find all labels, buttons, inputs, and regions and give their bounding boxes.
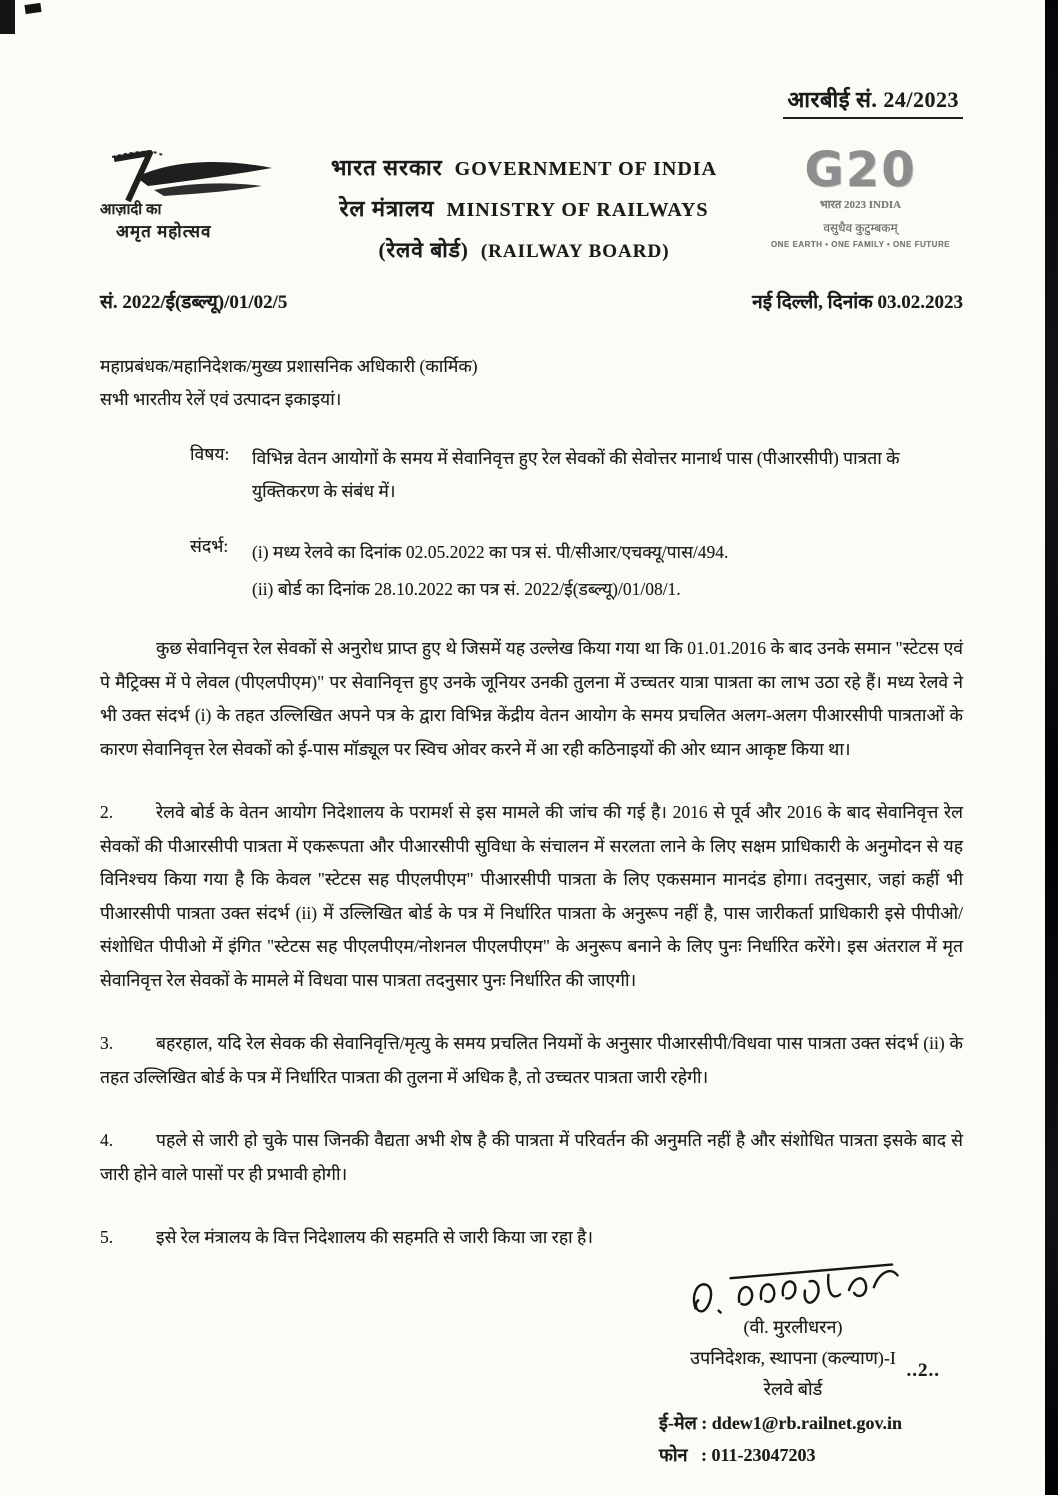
paragraph-2 bbox=[100, 796, 963, 997]
email-value: ddew1@rb.railnet.gov.in bbox=[711, 1412, 903, 1433]
heading-line-board bbox=[290, 231, 758, 272]
phone-value: : 011-23047203 bbox=[701, 1444, 816, 1465]
paragraph-2-number: 2. bbox=[100, 802, 114, 822]
paragraph-3-number: 3. bbox=[100, 1033, 114, 1053]
heading-ministry-hindi: रेल मंत्रालय bbox=[339, 196, 435, 221]
azadi-ka-amrit-mahotsav-logo bbox=[100, 145, 290, 242]
signatory-organisation: रेलवे बोर्ड bbox=[763, 1378, 823, 1399]
email-label: ई-मेल : bbox=[659, 1412, 708, 1433]
paragraph-4-number: 4. bbox=[100, 1130, 114, 1150]
paragraph-1: कुछ सेवानिवृत्त रेल सेवकों से अनुरोध प्राप्त हुए थे जिसमें यह उल्लेख किया गया था कि 01.01.2016 के बाद उनके समान "स्टेटस एवं पे मैट्रिक्स में पे लेवल (पीएलपीएम)" पर सेवानिवृत्त हुए उनके जूनियर उनकी तुलना में उच्चतर यात्रा पात्रता का लाभ उठा रहे हैं। मध्य रेलवे ने भी उक्त संदर्भ (i) के तहत उल्लिखित अपने पत्र के द्वारा विभिन्न केंद्रीय वेतन आयोग के समय प्रचलित अलग-अलग पीआरसीपी पात्रताओं के कारण सेवानिवृत्त रेल सेवकों को ई-पास मॉड्यूल पर स्विच ओवर करने में आ रही कठिनाइयों की ओर ध्यान आकृष्ट किया था। bbox=[100, 638, 963, 759]
paragraph-3-text: बहरहाल, यदि रेल सेवक की सेवानिवृत्ति/मृत्यु के समय प्रचलित नियमों के अनुसार पीआरसीपी/विधवा पास पात्रता उक्त संदर्भ (ii) के तहत उल्लिखित बोर्ड के पत्र में निर्धारित पात्रता की तुलना में अधिक है, तो उच्चतर पात्रता जारी रहेगी। bbox=[100, 1033, 963, 1087]
letterhead bbox=[100, 142, 963, 272]
g20-motto-english: ONE EARTH • ONE FAMILY • ONE FUTURE bbox=[770, 240, 951, 249]
file-number-date-row bbox=[100, 288, 963, 314]
subject-text: विभिन्न वेतन आयोगों के समय में सेवानिवृत्त हुए रेल सेवकों की सेवोत्तर मानार्थ पास (पीआरसीपी) पात्रता के युक्तिकरण के संबंध में। bbox=[252, 448, 900, 501]
azadi-logo-text-2: अमृत महोत्सव bbox=[116, 222, 212, 241]
page-number: ..2.. bbox=[906, 1360, 940, 1381]
heading-govt-english: GOVERNMENT OF INDIA bbox=[454, 158, 718, 180]
signatory-email-line bbox=[623, 1411, 963, 1435]
heading-board-english: (RAILWAY BOARD) bbox=[480, 241, 670, 262]
paragraph-5 bbox=[100, 1221, 963, 1255]
azadi-flag-icon bbox=[100, 147, 285, 205]
rbe-number-line bbox=[100, 0, 963, 119]
reference-block bbox=[190, 534, 963, 608]
place-date: नई दिल्ली, दिनांक 03.02.2023 bbox=[752, 292, 963, 313]
addressee-line-2: सभी भारतीय रेलें एवं उत्पादन इकाइयां। bbox=[100, 389, 342, 409]
reference-item-1: (i) मध्य रेलवे का दिनांक 02.05.2022 का पत्र सं. पी/सीआर/एचक्यू/पास/494. bbox=[252, 542, 729, 562]
phone-label: फोन bbox=[659, 1444, 688, 1465]
g20-logo bbox=[758, 142, 963, 249]
subject-label: विषय: bbox=[190, 444, 230, 464]
g20-logo-text: G20 bbox=[804, 142, 917, 198]
heading-line-ministry bbox=[290, 190, 758, 231]
signatory-name: (वी. मुरलीधरन) bbox=[743, 1316, 843, 1337]
azadi-logo-text-1: आज़ादी का bbox=[100, 202, 162, 218]
signatory-phone-line bbox=[623, 1443, 963, 1467]
rbe-number: आरबीई सं. 24/2023 bbox=[783, 84, 963, 119]
reference-label: संदर्भ: bbox=[190, 536, 229, 556]
handwritten-signature-image bbox=[679, 1257, 906, 1327]
reference-item-2: (ii) बोर्ड का दिनांक 28.10.2022 का पत्र सं. 2022/ई(डब्ल्यू)/01/08/1. bbox=[252, 579, 681, 599]
subject-block bbox=[190, 442, 963, 508]
heading-board-hindi: (रेलवे बोर्ड) bbox=[378, 238, 469, 262]
ministry-heading bbox=[290, 145, 758, 272]
paragraph-4 bbox=[100, 1124, 963, 1191]
paragraph-4-text: पहले से जारी हो चुके पास जिनकी वैद्यता अभी शेष है की पात्रता में परिवर्तन की अनुमति नहीं है और संशोधित पात्रता इसके बाद से जारी होने वाले पासों पर ही प्रभावी होगी। bbox=[100, 1130, 963, 1184]
heading-line-govt bbox=[290, 149, 758, 190]
heading-govt-hindi: भारत सरकार bbox=[330, 155, 443, 180]
addressee-line-1: महाप्रबंधक/महानिदेशक/मुख्य प्रशासनिक अधिकारी (कार्मिक) bbox=[100, 356, 478, 376]
signatory-designation: उपनिदेशक, स्थापना (कल्याण)-I bbox=[690, 1347, 896, 1368]
paragraph-5-number: 5. bbox=[100, 1227, 114, 1247]
paragraph-3 bbox=[100, 1027, 963, 1094]
heading-ministry-english: MINISTRY OF RAILWAYS bbox=[446, 199, 709, 221]
paragraph-2-text: रेलवे बोर्ड के वेतन आयोग निदेशालय के परामर्श से इस मामले की जांच की गई है। 2016 से पूर्व और 2016 के बाद सेवानिवृत्त रेल सेवकों की पीआरसीपी पात्रता में एकरूपता और पीआरसीपी सुविधा के संचालन में सरलता लाने के लिए सक्षम प्राधिकारी के अनुमोदन से यह विनिश्चय किया गया है कि केवल "स्टेटस सह पीएलपीएम" पीआरसीपी पात्रता के लिए एकसमान मानदंड होगा। तदनुसार, जहां कहीं भी पीआरसीपी पात्रता उक्त संदर्भ (ii) में उल्लिखित बोर्ड के पत्र में निर्धारित पात्रता के अनुरूप नहीं है, पास जारीकर्ता प्राधिकारी इसे पीपीओ/संशोधित पीपीओ में इंगित "स्टेटस सह पीएलपीएम/नोशनल पीएलपीएम" के अनुरूप बनाने के लिए पुनः निर्धारित करेंगे। इस अंतराल में मृत सेवानिवृत्त रेल सेवकों के मामले में विधवा पास पात्रता तदनुसार पुनः निर्धारित की जाएगी। bbox=[100, 802, 963, 990]
addressee-block bbox=[100, 350, 963, 416]
g20-motto-hindi: वसुधैव कुटुम्बकम् bbox=[823, 221, 898, 235]
g20-india-line: भारत 2023 INDIA bbox=[819, 199, 902, 211]
paragraph-5-text: इसे रेल मंत्रालय के वित्त निदेशालय की सहमति से जारी किया जा रहा है। bbox=[156, 1227, 593, 1247]
file-number: सं. 2022/ई(डब्ल्यू)/01/02/5 bbox=[100, 292, 288, 313]
